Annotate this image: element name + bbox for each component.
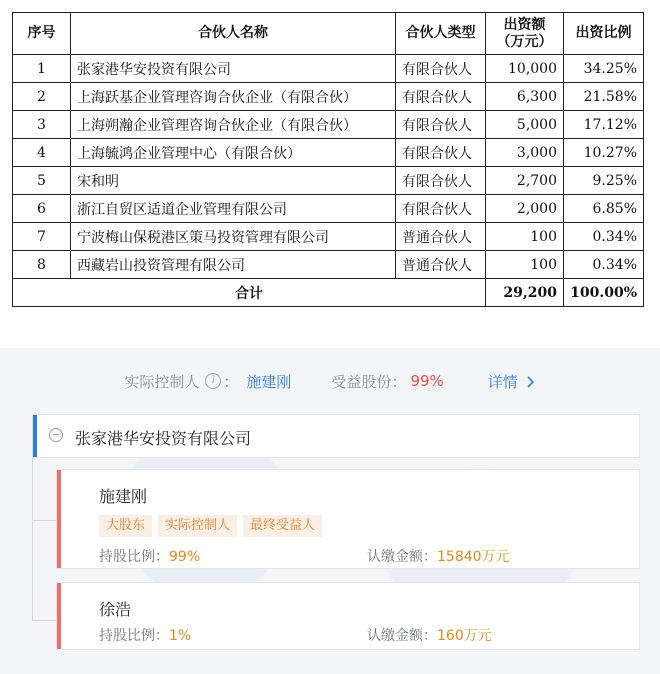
total-ratio: 100.00% (564, 279, 644, 307)
cell-idx: 1 (13, 55, 71, 83)
cell-amount: 2,700 (486, 167, 564, 195)
subscribed-amount (367, 546, 510, 566)
cell-type: 有限合伙人 (396, 167, 486, 195)
amount-value: 160万元 (437, 628, 492, 644)
shareholder-name: 施建刚 (99, 487, 148, 506)
equity-panel (0, 348, 660, 674)
table-row (13, 83, 644, 111)
detail-link-label: 详情 (487, 372, 518, 391)
shareholder-accent-bar (57, 470, 61, 568)
cell-idx: 6 (13, 195, 71, 223)
header-type: 合伙人类型 (396, 13, 486, 55)
header-ratio: 出资比例 (564, 13, 644, 55)
cell-ratio: 0.34% (564, 223, 644, 251)
cell-amount: 10,000 (486, 55, 564, 83)
shareholder-tags (99, 515, 322, 537)
table-header-row (13, 13, 644, 55)
cell-name: 宁波梅山保税港区策马投资管理有限公司 (71, 223, 396, 251)
cell-amount: 3,000 (486, 139, 564, 167)
cell-ratio: 10.27% (564, 139, 644, 167)
cell-type: 有限合伙人 (396, 55, 486, 83)
info-icon[interactable]: i (205, 373, 221, 389)
cell-idx: 3 (13, 111, 71, 139)
header-idx: 序号 (13, 13, 71, 55)
cell-amount: 100 (486, 251, 564, 279)
chevron-right-icon (526, 376, 536, 388)
cell-type: 普通合伙人 (396, 223, 486, 251)
company-accent-bar (33, 415, 37, 457)
cell-amount: 6,300 (486, 83, 564, 111)
table-row (13, 167, 644, 195)
total-amount: 29,200 (486, 279, 564, 307)
shareholder-card[interactable] (56, 582, 640, 650)
cell-ratio: 34.25% (564, 55, 644, 83)
cell-ratio: 21.58% (564, 83, 644, 111)
amount-label: 认缴金额： (367, 549, 437, 565)
shareholding-ratio (99, 546, 200, 566)
ratio-value: 1% (169, 628, 192, 644)
tag-major-shareholder: 大股东 (99, 515, 152, 537)
cell-amount: 2,000 (486, 195, 564, 223)
shareholder-accent-bar (57, 583, 61, 649)
tree-connector (32, 620, 56, 621)
total-label: 合计 (13, 279, 486, 307)
detail-link[interactable] (488, 371, 536, 392)
tag-actual-controller: 实际控制人 (158, 515, 237, 537)
cell-idx: 5 (13, 167, 71, 195)
benefit-share-label: 受益股份： (331, 372, 407, 391)
cell-name: 宋和明 (71, 167, 396, 195)
table-row (13, 55, 644, 83)
cell-ratio: 0.34% (564, 251, 644, 279)
cell-type: 有限合伙人 (396, 195, 486, 223)
tag-ultimate-beneficiary: 最终受益人 (243, 515, 322, 537)
header-amount-line1: 出资额 (503, 16, 546, 33)
table-row (13, 139, 644, 167)
shareholder-card[interactable] (56, 469, 640, 569)
shareholding-ratio (99, 625, 191, 645)
benefit-share-value: 99% (410, 372, 444, 390)
tree-connector (32, 520, 56, 521)
cell-idx: 2 (13, 83, 71, 111)
cell-idx: 4 (13, 139, 71, 167)
cell-name: 张家港华安投资有限公司 (71, 55, 396, 83)
header-name: 合伙人名称 (71, 13, 396, 55)
controller-colon: ： (223, 372, 239, 391)
controller-person-link[interactable]: 施建刚 (246, 372, 292, 391)
table-row (13, 251, 644, 279)
cell-amount: 5,000 (486, 111, 564, 139)
partners-table (12, 12, 644, 307)
cell-type: 普通合伙人 (396, 251, 486, 279)
ratio-value: 99% (169, 549, 201, 565)
cell-name: 西藏岩山投资管理有限公司 (71, 251, 396, 279)
cell-ratio: 17.12% (564, 111, 644, 139)
header-amount (486, 13, 564, 55)
controller-bar (0, 360, 660, 402)
shareholder-name: 徐浩 (99, 600, 132, 619)
table-row (13, 111, 644, 139)
table-total-row (13, 279, 644, 307)
company-card[interactable] (32, 414, 640, 458)
subscribed-amount (367, 625, 492, 645)
collapse-icon[interactable] (49, 428, 63, 442)
cell-name: 上海毓鸿企业管理中心（有限合伙） (71, 139, 396, 167)
cell-idx: 7 (13, 223, 71, 251)
cell-name: 浙江自贸区适道企业管理有限公司 (71, 195, 396, 223)
tree-connector (32, 458, 33, 620)
cell-idx: 8 (13, 251, 71, 279)
ratio-label: 持股比例： (99, 628, 169, 644)
cell-name: 上海朔瀚企业管理咨询合伙企业（有限合伙） (71, 111, 396, 139)
controller-label: 实际控制人 (124, 372, 200, 391)
ratio-label: 持股比例： (99, 549, 169, 565)
cell-name: 上海跃基企业管理咨询合伙企业（有限合伙） (71, 83, 396, 111)
amount-label: 认缴金额： (367, 628, 437, 644)
cell-type: 有限合伙人 (396, 83, 486, 111)
table-row (13, 223, 644, 251)
amount-value: 15840万元 (437, 549, 510, 565)
cell-ratio: 9.25% (564, 167, 644, 195)
table-row (13, 195, 644, 223)
cell-amount: 100 (486, 223, 564, 251)
cell-type: 有限合伙人 (396, 139, 486, 167)
partners-table-wrap (12, 12, 644, 307)
cell-ratio: 6.85% (564, 195, 644, 223)
company-name: 张家港华安投资有限公司 (75, 429, 252, 448)
header-amount-line2: （万元） (496, 33, 553, 50)
cell-type: 有限合伙人 (396, 111, 486, 139)
